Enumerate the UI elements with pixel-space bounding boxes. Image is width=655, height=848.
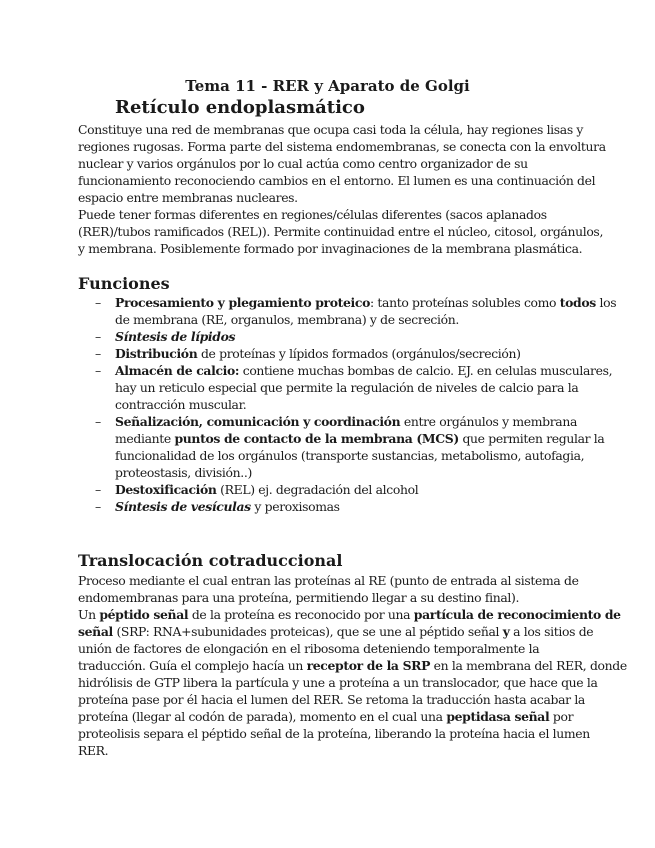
list-item: – Señalización, comunicación y coordinación entre orgánulos y membrana mediante puntos de contacto de la membrana (MCS) que permiten regular la funcionalidad de los orgánulos (transporte sustancias, metabolismo, autofagia, proteostasis, división..) (95, 414, 605, 480)
text-line: RER. (78, 743, 109, 758)
funciones-list (0, 294, 616, 515)
text-line: proteína pase por él hacia el lumen del RER. Se retoma la traducción hasta acabar la (78, 692, 585, 707)
text-line: (RER)/tubos ramificados (REL)). Permite continuidad entre el núcleo, citosol, orgánulos, (78, 224, 604, 239)
list-dash: – (95, 482, 101, 497)
list-dash: – (95, 346, 101, 361)
text-line: proteína (llegar al codón de parada), momento en el cual una peptidasa señal por (78, 709, 574, 724)
list-dash: – (95, 499, 101, 514)
list-item: – Almacén de calcio: contiene muchas bombas de calcio. EJ. en celulas musculares, hay un reticulo especial que permite la regulación de niveles de calcio para la contracción muscular. (95, 363, 613, 412)
text-line: endomembranas para una proteína, permitiendo llegar a su destino final). (78, 590, 520, 605)
text-line: nuclear y varios orgánulos por lo cual actúa como centro organizador de su (78, 156, 528, 171)
text-line: funcionamiento reconociendo cambios en el entorno. El lumen es una continuación del (78, 173, 596, 188)
list-item: – Distribución de proteínas y lípidos formados (orgánulos/secreción) (95, 346, 521, 361)
paragraph-re-intro (78, 121, 606, 257)
text-line: proteolisis separa el péptido señal de la proteína, liberando la proteína hacia el lumen (78, 726, 590, 741)
section-heading-translocacion: Translocación cotraduccional (78, 551, 343, 570)
list-dash: – (95, 363, 101, 378)
text-line: Puede tener formas diferentes en regiones/células diferentes (sacos aplanados (78, 207, 547, 222)
text-line: señal (SRP: RNA+subunidades proteicas), que se une al péptido señal y a los sitios de (78, 624, 594, 639)
list-dash: – (95, 414, 101, 429)
text-line: Constituye una red de membranas que ocupa casi toda la célula, hay regiones lisas y (78, 122, 584, 137)
text-line: hidrólisis de GTP libera la partícula y une a proteína a un translocador, que hace que la (78, 675, 598, 690)
list-dash: – (95, 329, 101, 344)
document-title: Tema 11 - RER y Aparato de Golgi (185, 77, 470, 95)
text-line: regiones rugosas. Forma parte del sistema endomembranas, se conecta con la envoltura (78, 139, 606, 154)
paragraph-translocacion (78, 572, 627, 759)
text-line: unión de factores de elongación en el ribosoma deteniendo temporalmente la (78, 641, 540, 656)
list-item: – Destoxificación (REL) ej. degradación del alcohol (95, 482, 419, 497)
section-heading-funciones: Funciones (78, 274, 170, 293)
text-line: Un péptido señal de la proteína es reconocido por una partícula de reconocimiento de (78, 607, 621, 622)
text-line: espacio entre membranas nucleares. (78, 190, 298, 205)
list-item: – Procesamiento y plegamiento proteico: tanto proteínas solubles como todos los de membrana (RE, organulos, membrana) y de secreción. (95, 295, 617, 327)
text-line: y membrana. Posiblemente formado por invaginaciones de la membrana plasmática. (78, 241, 583, 256)
section-heading-reticulo: Retículo endoplasmático (115, 97, 365, 118)
list-dash: – (95, 295, 101, 310)
text-line: Proceso mediante el cual entran las proteínas al RE (punto de entrada al sistema de (78, 573, 579, 588)
text-line: traducción. Guía el complejo hacía un receptor de la SRP en la membrana del RER, donde (78, 658, 627, 673)
list-item: – Síntesis de vesículas y peroxisomas (95, 499, 340, 514)
list-item: – Síntesis de lípidos (95, 329, 236, 344)
